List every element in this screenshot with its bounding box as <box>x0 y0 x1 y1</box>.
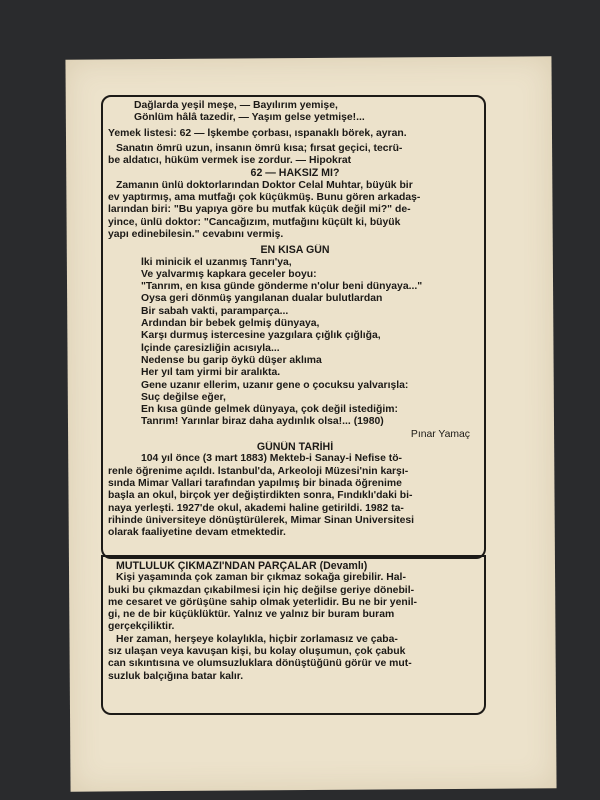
poem-line: Dağlarda yeşil meşe, — Bayılırım yemişe, <box>134 100 338 111</box>
mutluluk-section <box>108 560 478 683</box>
mutluluk-line: Kişi yaşamında çok zaman bir çıkmaz sokağa girebilir. Hal- <box>116 572 406 584</box>
kisa-poem-line: Ardından bir bebek gelmiş dünyaya, <box>141 318 320 330</box>
mutluluk-line: buki bu çıkmazdan çıkabilmesi için hiç değilse geriye dönebil- <box>108 584 415 596</box>
section-divider <box>101 555 484 557</box>
kisa-poem-line: Suç değilse eğer, <box>141 391 226 403</box>
quote-line: Sanatın ömrü uzun, insanın ömrü kısa; fırsat geçici, tecrü- <box>116 142 403 154</box>
kisa-poem-line: Bir sabah vakti, paramparça... <box>141 305 289 317</box>
kisa-poem-line: İçinde çaresizliğin acısıyla... <box>141 342 280 354</box>
kisa-poem-line: En kısa günde gelmek dünyaya, çok değil istediğim: <box>141 404 398 416</box>
mutluluk-line: Her zaman, herşeye kolaylıkla, hiçbir zorlamasız ve çaba- <box>116 633 398 645</box>
quote-line: be aldatıcı, hüküm vermek ise zordur. — Hipokrat <box>108 155 352 167</box>
tarih-line: başla an okul, birçok yer değiştirdikten sonra, Fındıklı'daki bi- <box>108 490 413 502</box>
kisa-poem-line: "Tanrım, en kısa günde gönderme n'olur beni dünyaya..." <box>141 281 423 293</box>
haksiz-title: 62 — HAKSIZ MI? <box>250 167 340 180</box>
tarih-line: renle öğrenime açıldı. İstanbul'da, Arkeoloji Müzesi'nin karşı- <box>108 465 409 477</box>
kisa-poem-line: Tanrım! Yarınlar biraz daha aydınlık olsa!... (1980) <box>141 416 384 428</box>
mutluluk-line: me cesaret ve görüşüne sahip olmak yeterlidir. Bu ne bir yenil- <box>108 596 417 608</box>
haksiz-line: larından biri: "Bu yapıya göre bu mutfak küçük değil mi?" de- <box>108 204 411 216</box>
kisa-poem-line: Gene uzanır ellerim, uzanır gene o çocuksu yalvarışla: <box>141 379 409 391</box>
mutluluk-title: MUTLULUK ÇIKMAZI'NDAN PARÇALAR (Devamlı) <box>116 560 368 572</box>
kisa-poem-line: Her yıl tam yirmi bir aralıkta. <box>141 367 281 379</box>
tarih-line: olarak faaliyetine devam etmektedir. <box>108 527 286 539</box>
mutluluk-line: sız ulaşan veya kavuşan kişi, bu kolay oluşumun, çok çabuk <box>108 646 406 658</box>
menu-text: Yemek listesi: 62 — İşkembe çorbası, ıspanaklı börek, ayran. <box>108 127 407 139</box>
mutluluk-line: can sıkıntısına ve olumsuzluklara dönüştüğünü görür ve mut- <box>108 658 412 670</box>
kisa-poem-line: Nedense bu garip öykü düşer aklıma <box>141 354 322 366</box>
kisa-poem-line: Karşı durmuş istercesine yazgılara çığlık çığlığa, <box>141 330 381 342</box>
kisa-title: EN KISA GÜN <box>260 244 330 257</box>
mutluluk-line: suzluk balçığına batar kalır. <box>108 670 244 682</box>
mutluluk-line: gi, ne de bir küçüklüktür. Yalnız ve yalnız bir buram buram <box>108 609 395 621</box>
poem-line: Gönlüm hâlâ tazedir, — Yaşım gelse yetmişe!... <box>134 112 365 124</box>
tarih-line: 104 yıl önce (3 mart 1883) Mekteb-i Sanay-i Nefise tö- <box>141 453 403 465</box>
kisa-poem-line: Ve yalvarmış kapkara geceler boyu: <box>141 268 317 280</box>
tarih-title: GÜNÜN TARİHİ <box>256 441 334 454</box>
kisa-poem-line: Oysa geri dönmüş yangılanan dualar bulutlardan <box>141 293 383 305</box>
tarih-line: rihinde üniversiteye dönüştürülerek, Mimar Sinan Üniversitesi <box>108 514 415 526</box>
haksiz-line: ev yaptırmış, ama mutfağı çok küçükmüş. Bunu gören arkadaş- <box>108 192 421 204</box>
main-text <box>108 100 482 539</box>
haksiz-line: Zamanın ünlü doktorlarından Doktor Celal Muhtar, büyük bir <box>116 179 413 191</box>
haksiz-line: yince, ünlü doktor: "Cancağızım, mutfağını küçült ki, büyük <box>108 216 401 228</box>
tarih-line: sında Mimar Vallari tarafından yapılmış bir binada öğrenime <box>108 477 402 489</box>
kisa-poem-line: İki minicik el uzanmış Tanrı'ya, <box>141 256 292 268</box>
haksiz-line: yapı edinebilesin." cevabını vermiş. <box>108 228 284 240</box>
mutluluk-line: gerçekçiliktir. <box>108 621 175 633</box>
kisa-author: Pınar Yamaç <box>410 428 470 440</box>
tarih-line: naya yerleşti. 1927'de okul, akademi haline getirildi. 1982 ta- <box>108 502 404 514</box>
